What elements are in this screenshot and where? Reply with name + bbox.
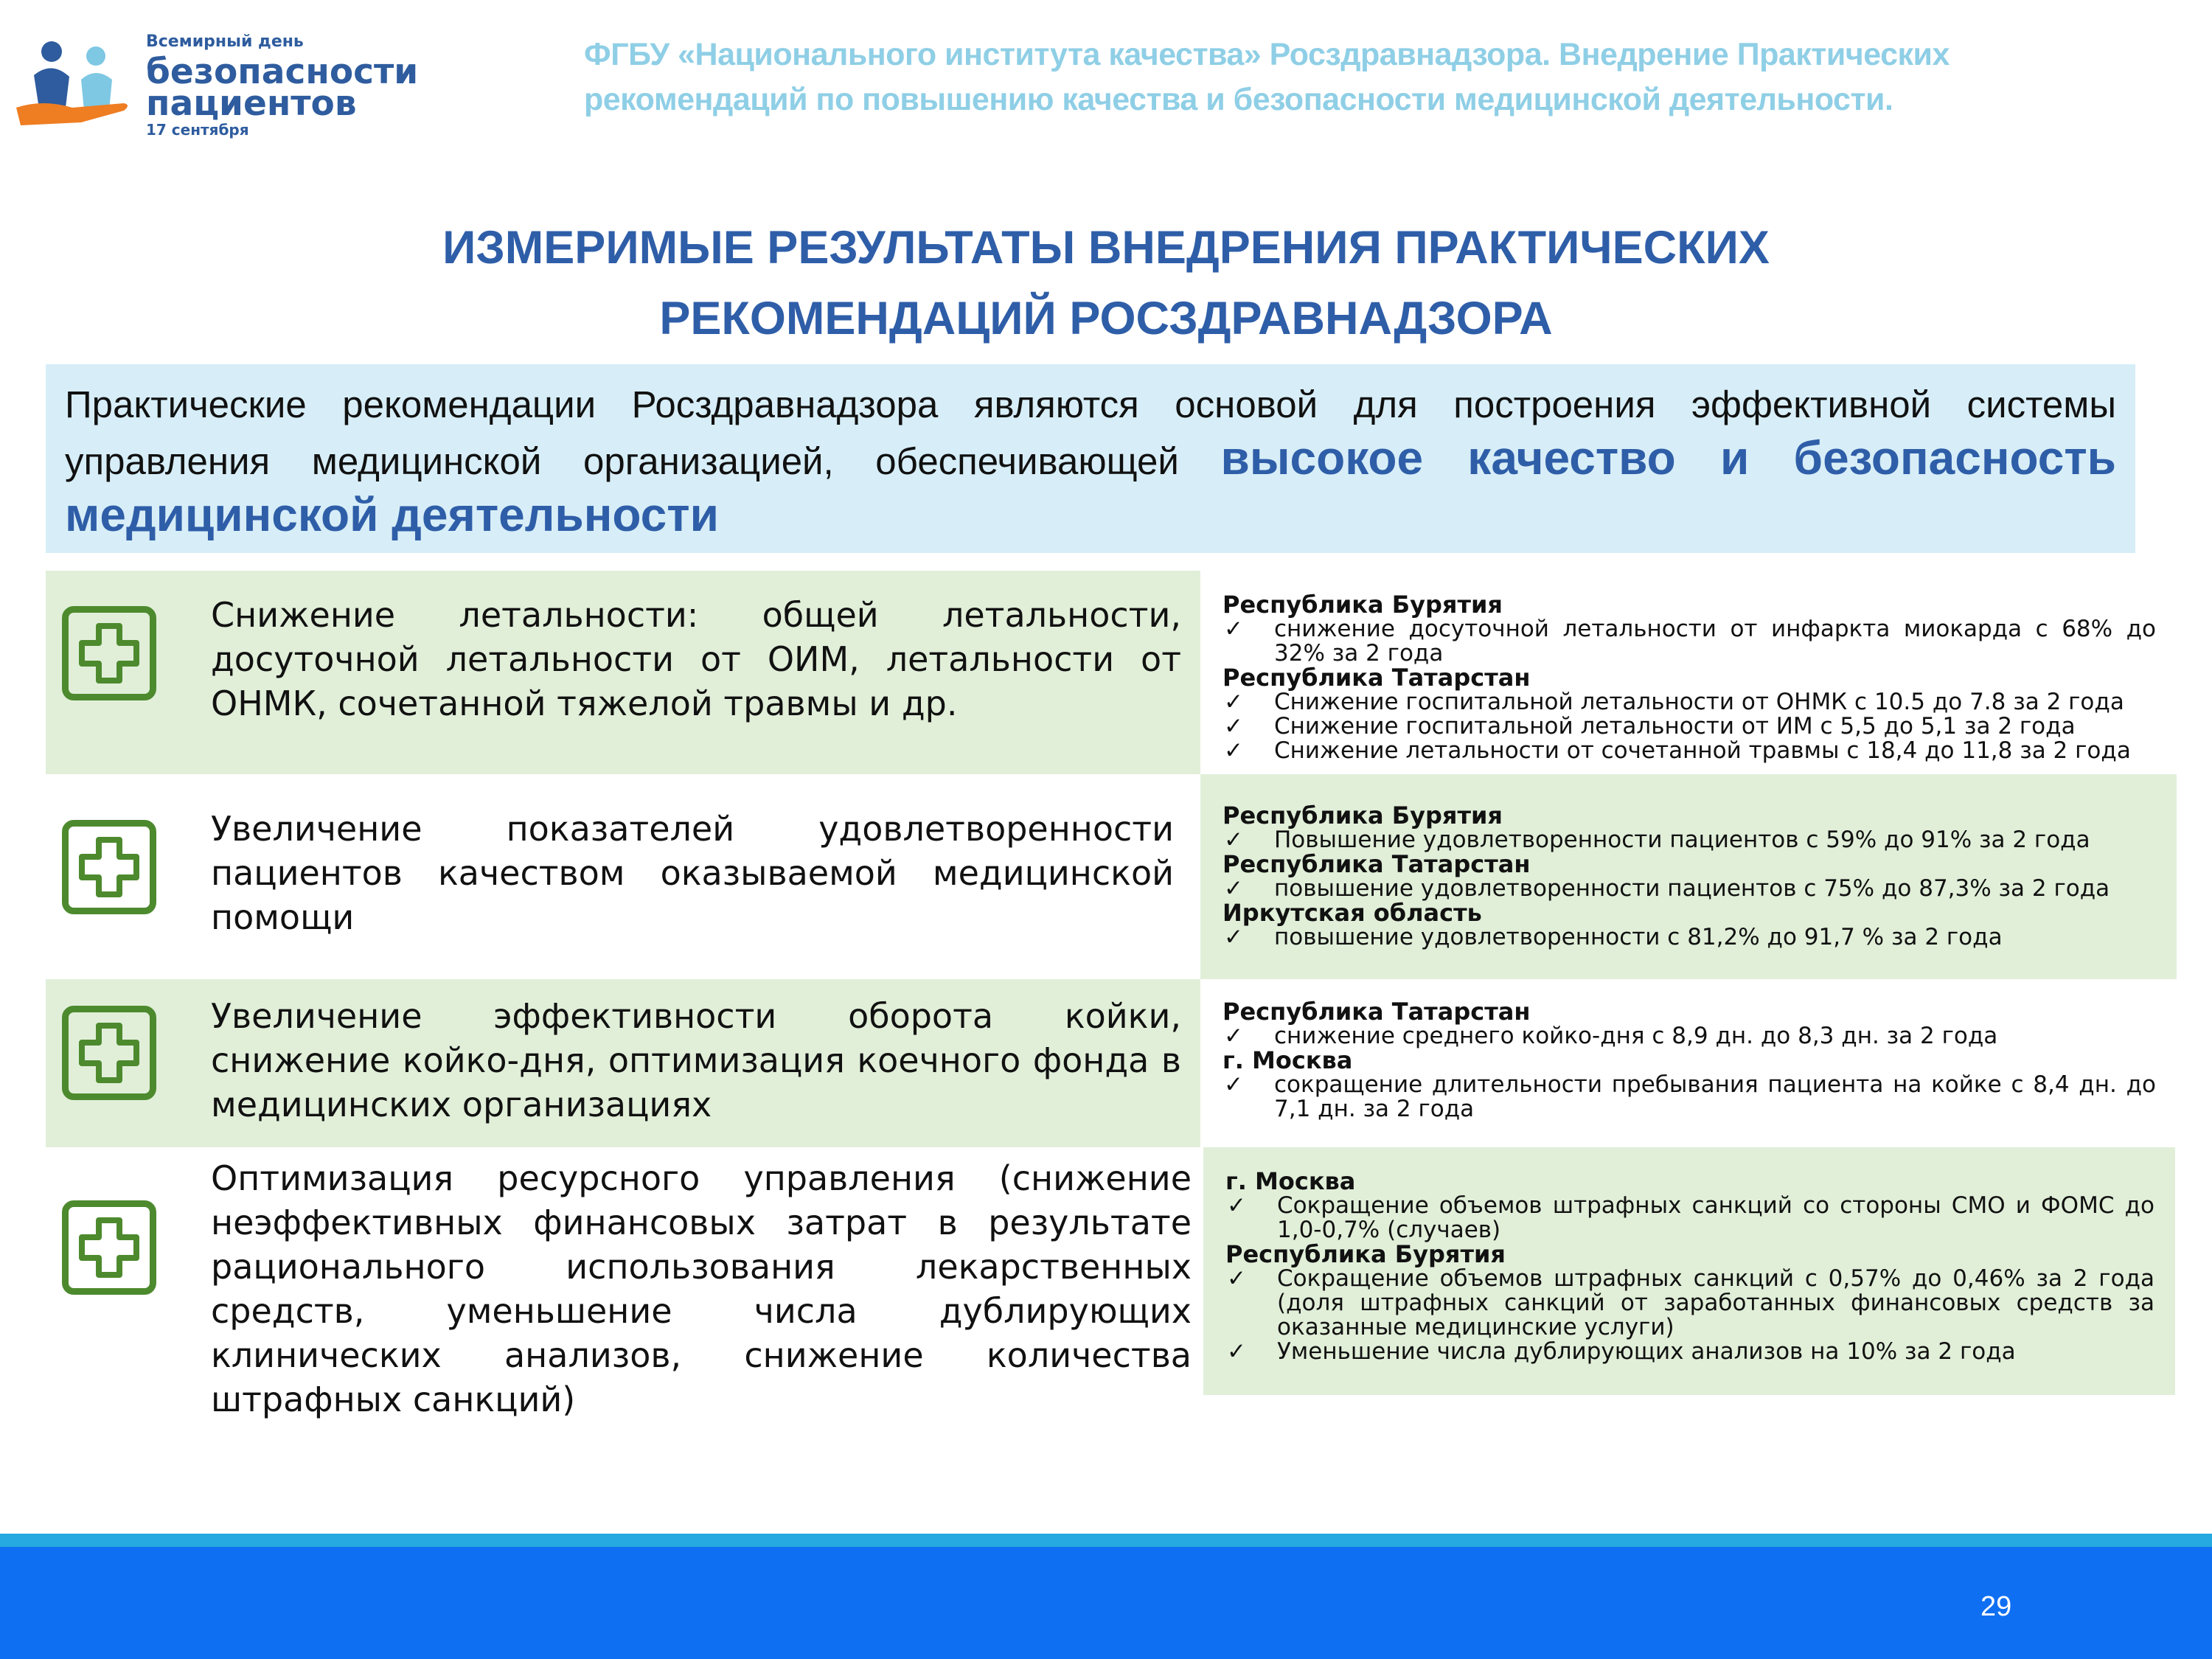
evidence-item — [1222, 828, 2156, 852]
check-icon: ✓ — [1224, 616, 1243, 642]
medical-plus-icon — [62, 820, 156, 914]
evidence-item — [1222, 1073, 2156, 1121]
evidence-item — [1222, 617, 2156, 666]
intro-box — [46, 364, 2135, 553]
result-row-2 — [46, 774, 2177, 979]
result-evidence-cell — [1203, 1147, 2175, 1395]
result-row-1 — [46, 571, 2177, 774]
evidence-text: Сокращение объемов штрафных санкций с 0,57% до 0,46% за 2 года (доля штрафных санкций от заработанных финансовых средств за оказанные медицинские услуги) — [1277, 1265, 2154, 1340]
check-icon: ✓ — [1224, 689, 1243, 715]
check-icon: ✓ — [1224, 737, 1243, 764]
evidence-text: снижение досуточной летальности от инфаркта миокарда с 68% до 32% за 2 года — [1274, 616, 2156, 667]
region-name: Республика Татарстан — [1222, 998, 1531, 1026]
evidence-item — [1222, 1024, 2156, 1048]
check-icon: ✓ — [1224, 713, 1243, 740]
evidence-text: Сокращение объемов штрафных санкций со стороны СМО и ФОМС до 1,0-0,7% (случаев) — [1277, 1192, 2154, 1243]
check-icon: ✓ — [1224, 1071, 1243, 1098]
region-name: Республика Татарстан — [1222, 850, 1531, 878]
result-evidence-cell — [1200, 979, 2177, 1147]
evidence-text: снижение среднего койко-дня с 8,9 дн. до 8,3 дн. за 2 года — [1274, 1023, 1998, 1049]
footer-stripe — [0, 1534, 2212, 1547]
check-icon: ✓ — [1227, 1338, 1246, 1365]
evidence-text: Повышение удовлетворенности пациентов с 59% до 91% за 2 года — [1274, 827, 2090, 853]
result-evidence-cell — [1200, 571, 2177, 774]
result-description: Оптимизация ресурсного управления (снижение неэффективных финансовых затрат в результате рационального использования лекарственных средств, уменьшение числа дублирующих клинических анализов, снижение количества штрафных санкций) — [211, 1158, 1192, 1419]
logo-line-4: 17 сентября — [146, 121, 249, 139]
region-name: Республика Бурятия — [1225, 1240, 1506, 1268]
medical-plus-icon — [62, 1200, 156, 1295]
result-row-4 — [46, 1147, 2177, 1419]
region-name: г. Москва — [1225, 1167, 1356, 1195]
evidence-text: Уменьшение числа дублирующих анализов на 10% за 2 года — [1277, 1338, 2016, 1365]
page-title — [0, 212, 2212, 354]
evidence-item — [1222, 690, 2156, 714]
result-description-cell — [46, 571, 1200, 774]
logo-line-1: Всемирный день — [146, 32, 304, 51]
patient-safety-logo-icon — [13, 34, 139, 137]
logo-line-3: пациентов — [146, 83, 357, 124]
region-name: г. Москва — [1222, 1046, 1353, 1074]
evidence-item — [1225, 1267, 2154, 1340]
result-description: Снижение летальности: общей летальности, досуточной летальности от ОИМ, летальности от ОНМК, сочетанной тяжелой травмы и др. — [211, 595, 1181, 723]
event-logo — [13, 28, 426, 139]
evidence-text: сокращение длительности пребывания пациента на койке с 8,4 дн. до 7,1 дн. за 2 года — [1274, 1071, 2156, 1122]
result-description-cell — [46, 979, 1200, 1147]
header-title: ФГБУ «Национального института качества» Росздравнадзора. Внедрение Практических рекомендаций по повышению качества и безопасности медицинской деятельности. — [584, 37, 1950, 117]
evidence-item — [1222, 739, 2156, 763]
evidence-text: Снижение госпитальной летальности от ИМ с 5,5 до 5,1 за 2 года — [1274, 713, 2076, 740]
page-title-line-2: РЕКОМЕНДАЦИЙ РОСЗДРАВНАДЗОРА — [659, 293, 1553, 344]
evidence-text: повышение удовлетворенности пациентов с 75% до 87,3% за 2 года — [1274, 875, 2110, 902]
result-description: Увеличение показателей удовлетворенности пациентов качеством оказываемой медицинской помощи — [211, 809, 1174, 937]
evidence-item — [1225, 1340, 2154, 1364]
check-icon: ✓ — [1227, 1192, 1246, 1219]
result-description: Увеличение эффективности оборота койки, снижение койко-дня, оптимизация коечного фонда в медицинских организациях — [211, 996, 1181, 1124]
region-name: Республика Бурятия — [1222, 801, 1503, 830]
intro-highlight: высокое качество и безопасность медицинской деятельности — [65, 431, 2117, 541]
evidence-item — [1222, 877, 2156, 901]
check-icon: ✓ — [1227, 1265, 1246, 1292]
evidence-item — [1222, 714, 2156, 739]
page-number: 29 — [1980, 1591, 2012, 1622]
medical-plus-icon — [62, 606, 156, 700]
result-row-3 — [46, 979, 2177, 1147]
logo-line-2: безопасности — [146, 52, 419, 92]
check-icon: ✓ — [1224, 1023, 1243, 1049]
result-description-cell — [46, 1147, 1200, 1419]
region-name: Иркутская область — [1222, 899, 1482, 927]
check-icon: ✓ — [1224, 924, 1243, 950]
check-icon: ✓ — [1224, 827, 1243, 853]
result-description-cell — [46, 774, 1200, 979]
check-icon: ✓ — [1224, 875, 1243, 902]
evidence-text: Снижение летальности от сочетанной травмы с 18,4 до 11,8 за 2 года — [1274, 737, 2131, 764]
evidence-item — [1225, 1194, 2154, 1242]
evidence-text: Снижение госпитальной летальности от ОНМК с 10.5 до 7.8 за 2 года — [1274, 689, 2124, 715]
result-evidence-cell — [1200, 774, 2177, 979]
intro-text: Практические рекомендации Росздравнадзора являются основой для построения эффективной системы управления медицинской организацией, обеспечивающей — [65, 383, 2116, 482]
evidence-item — [1222, 925, 2156, 950]
evidence-text: повышение удовлетворенности с 81,2% до 91,7 % за 2 года — [1274, 924, 2003, 950]
region-name: Республика Бурятия — [1222, 591, 1503, 619]
region-name: Республика Татарстан — [1222, 664, 1531, 692]
page-title-line-1: ИЗМЕРИМЫЕ РЕЗУЛЬТАТЫ ВНЕДРЕНИЯ ПРАКТИЧЕСКИХ — [442, 222, 1770, 274]
footer-bar — [0, 1547, 2212, 1659]
medical-plus-icon — [62, 1006, 156, 1100]
